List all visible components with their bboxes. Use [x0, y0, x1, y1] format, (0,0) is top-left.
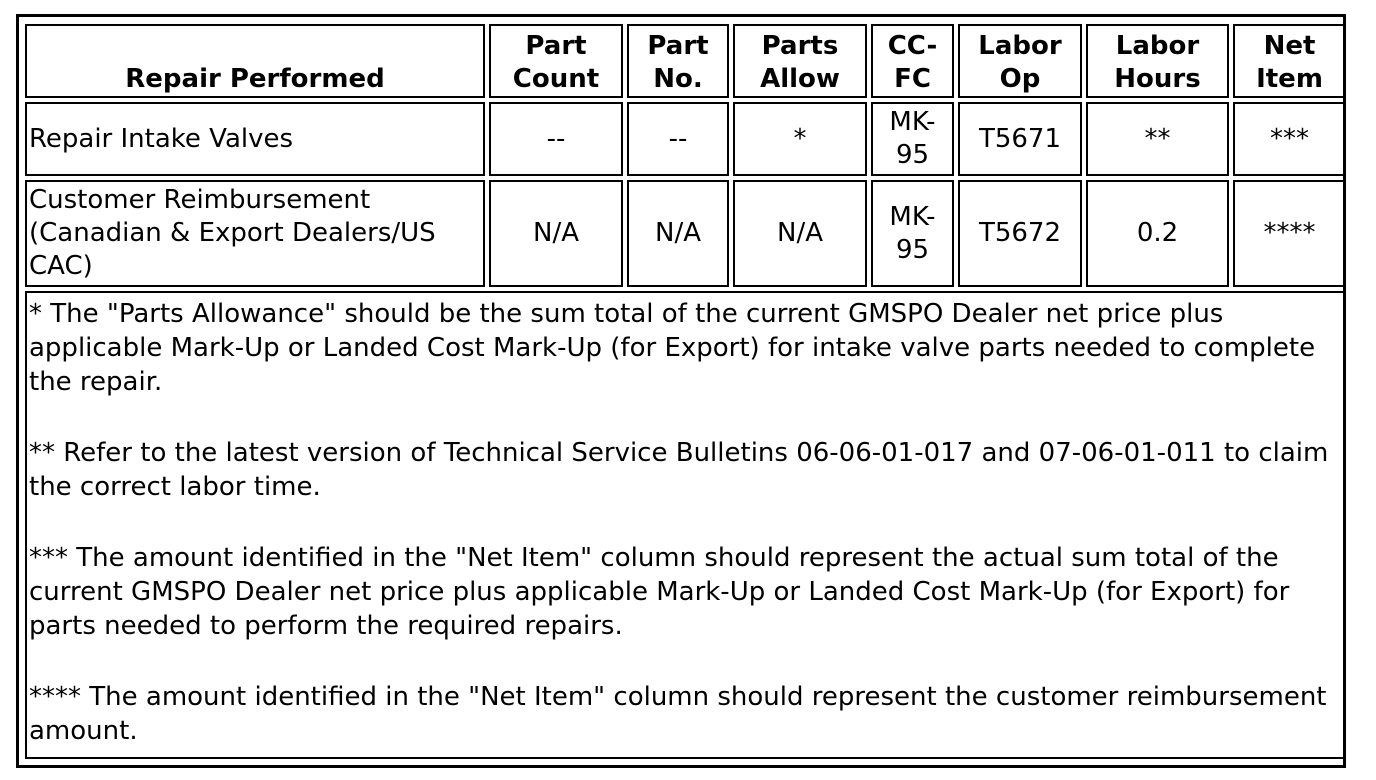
cell-part-count: N/A — [489, 180, 623, 287]
header-labor-op: Labor Op — [958, 24, 1082, 98]
cell-part-no: N/A — [627, 180, 729, 287]
note-labor-time: ** Refer to the latest version of Technical Service Bulletins 06-06-01-017 and 07-06-01-011 to claim the correct labor time. — [29, 438, 1329, 502]
header-part-count: Part Count — [489, 24, 623, 98]
notes-cell — [25, 291, 1346, 759]
cell-net-item: **** — [1233, 180, 1346, 287]
cell-labor-op: T5672 — [958, 180, 1082, 287]
repair-table — [21, 20, 1350, 763]
cell-labor-op: T5671 — [958, 102, 1082, 176]
header-repair-performed: Repair Performed — [25, 24, 485, 98]
table-row — [25, 102, 1346, 176]
cell-parts-allow: * — [733, 102, 867, 176]
note-net-item-parts: *** The amount identified in the "Net Item" column should represent the actual sum total of the current GMSPO Dealer net price plus applicable Mark-Up or Landed Cost Mark-Up (for Export) for parts needed to perform the required repairs. — [29, 543, 1290, 641]
note-net-item-reimbursement: **** The amount identified in the "Net Item" column should represent the customer reimbursement amount. — [29, 682, 1327, 746]
cell-part-count: -- — [489, 102, 623, 176]
cell-repair: Customer Reimbursement (Canadian & Export Dealers/US CAC) — [25, 180, 485, 287]
cell-labor-hours: ** — [1086, 102, 1229, 176]
header-labor-hours: Labor Hours — [1086, 24, 1229, 98]
note-parts-allowance: * The "Parts Allowance" should be the sum total of the current GMSPO Dealer net price plus applicable Mark-Up or Landed Cost Mark-Up (for Export) for intake valve parts needed to complete the repair. — [29, 299, 1316, 397]
header-parts-allow: Parts Allow — [733, 24, 867, 98]
cell-part-no: -- — [627, 102, 729, 176]
repair-table-frame — [16, 14, 1346, 768]
notes-row — [25, 291, 1346, 759]
table-row — [25, 180, 1346, 287]
header-net-item: Net Item — [1233, 24, 1346, 98]
cell-repair: Repair Intake Valves — [25, 102, 485, 176]
cell-parts-allow: N/A — [733, 180, 867, 287]
cell-ccfc: MK-95 — [871, 180, 954, 287]
cell-labor-hours: 0.2 — [1086, 180, 1229, 287]
header-ccfc: CC-FC — [871, 24, 954, 98]
cell-ccfc: MK-95 — [871, 102, 954, 176]
header-row — [25, 24, 1346, 98]
cell-net-item: *** — [1233, 102, 1346, 176]
header-part-no: Part No. — [627, 24, 729, 98]
